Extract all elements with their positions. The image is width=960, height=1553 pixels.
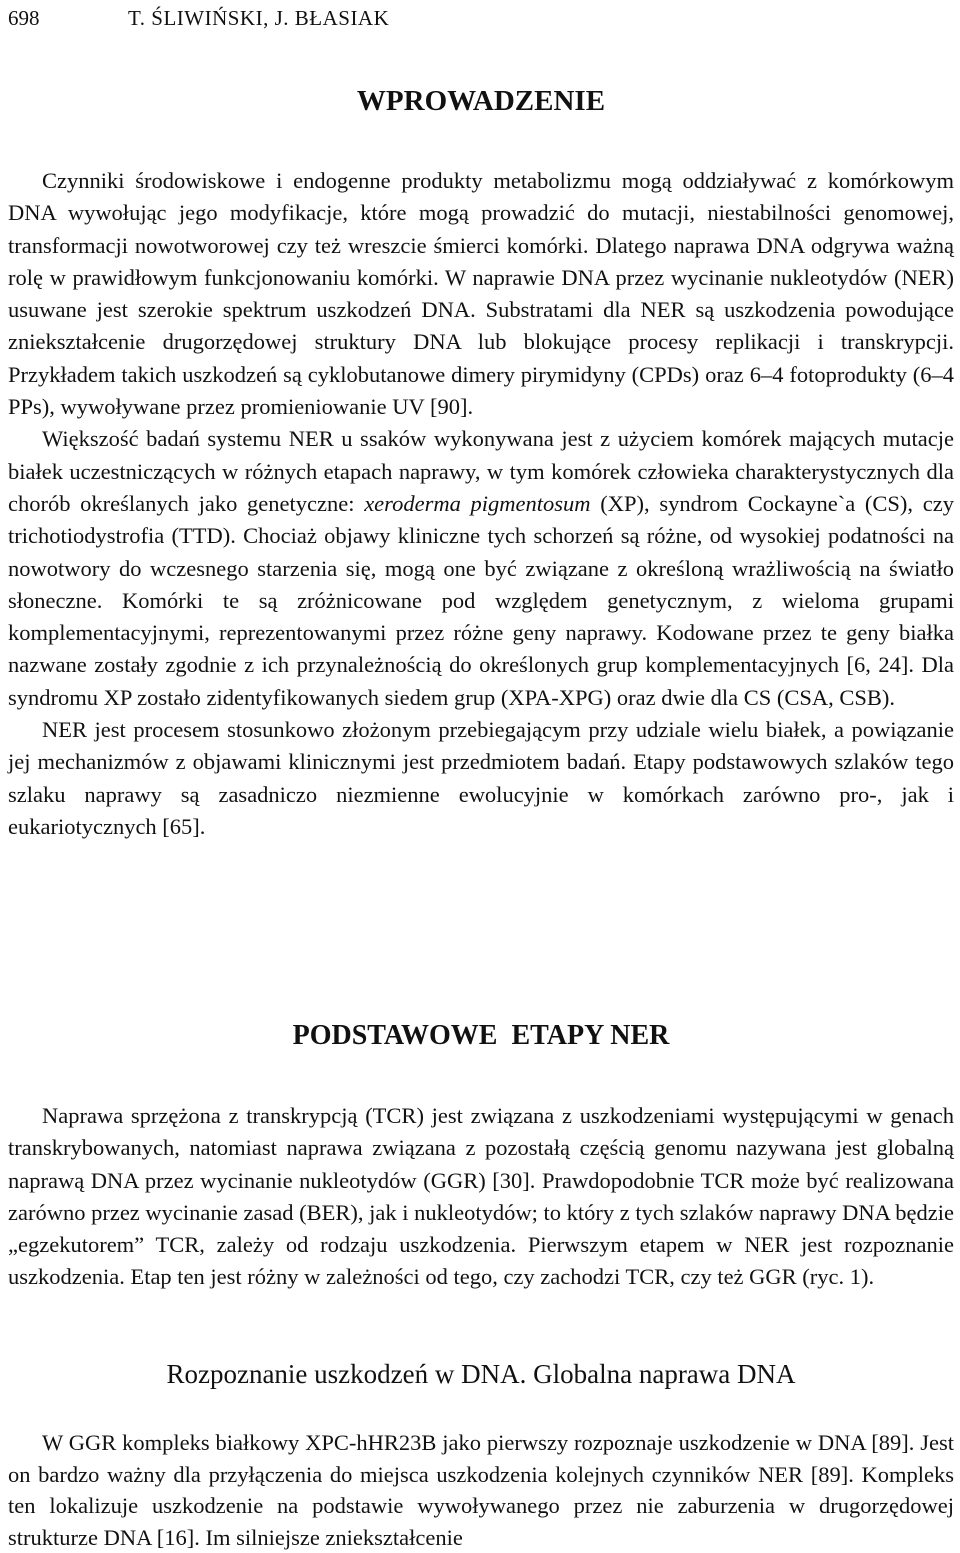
section-title-introduction: WPROWADZENIE xyxy=(356,85,606,117)
introduction-paragraph-2 xyxy=(8,423,954,714)
introduction-paragraph-3: NER jest procesem stosunkowo złożonym przebiegającym przy udziale wielu białek, a powiązanie jej mechanizmów z objawami klinicznymi jest przedmiotem badań. Etapy podstawowych szlaków tego szlaku naprawy są zasadniczo niezmienne ewolucyjnie w komórkach zarówno pro-, jak i eukariotycznych [65]. xyxy=(8,717,954,839)
subsection-title-ggr: Rozpoznanie uszkodzeń w DNA. Globalna naprawa DNA xyxy=(166,1359,796,1389)
page-number: 698 xyxy=(8,6,40,30)
section-title-ner-stages: PODSTAWOWE ETAPY NER xyxy=(292,1020,670,1051)
introduction-paragraph-2-text-a: Większość badań systemu NER u ssaków wykonywana jest z użyciem komórek mających mutacje białek uczestniczących w różnych etapach naprawy, w tym komórek człowieka charakterystycznych dla chorób określanych jako genetyczne: xyxy=(8,426,954,516)
ggr-paragraph-1: W GGR kompleks białkowy XPC-hHR23B jako pierwszy rozpoznaje uszkodzenie w DNA [89]. Jest on bardzo ważny dla przyłączenia do miejsca uszkodzenia kolejnych czynników NER [89]. Kompleks ten lokalizuje uszkodzenie na podstawie wywoływanego przez nie zaburzenia w drugorzędowej strukturze DNA [16]. Im silniejsze zniekształcenie xyxy=(8,1430,954,1550)
ner-stages-paragraph-1: Naprawa sprzężona z transkrypcją (TCR) jest związana z uszkodzeniami występującymi w genach transkrybowanych, natomiast naprawa związana z pozostałą częścią genomu nazywana jest globalną naprawą DNA przez wycinanie nukleotydów (GGR) [30]. Prawdopodobnie TCR może być realizowana zarówno przez wycinanie zasad (BER), jak i nukleotydów; to który z tych szlaków naprawy DNA będzie „egzekutorem” TCR, zależy od rodzaju uszkodzenia. Pierwszym etapem w NER jest rozpoznanie uszkodzenia. Etap ten jest różny w zależności od tego, czy zachodzi TCR, czy też GGR (ryc. 1). xyxy=(8,1103,954,1290)
running-head xyxy=(8,4,954,32)
introduction-body xyxy=(8,165,954,843)
ner-stages-body xyxy=(8,1100,954,1294)
introduction-paragraph-2-text-b: (XP), syndrom Cockayne`a (CS), czy trichotiodystrofia (TTD). Chociaż objawy kliniczne tych schorzeń są różne, od wysokiej podatności na nowotwory do wczesnego starzenia się, mogą one być związane z określoną wrażliwością na światło słoneczne. Komórki te są zróżnicowane pod względem genetycznym, z wieloma grupami komplementacyjnymi, reprezentowanymi przez różne geny naprawy. Kodowane przez te geny białka nazwane zostały zgodnie z ich przynależnością do określonych grup komplementacyjnych [6, 24]. Dla syndromu XP zostało zidentyfikowanych siedem grup (XPA-XPG) oraz dwie dla CS (CSA, CSB). xyxy=(8,490,954,710)
introduction-paragraph-1: Czynniki środowiskowe i endogenne produkty metabolizmu mogą oddziaływać z komórkowym DNA wywołując jego modyfikacje, które mogą prowadzić do mutacji, niestabilności genomowej, transformacji nowotworowej czy też wreszcie śmierci komórki. Dlatego naprawa DNA odgrywa ważną rolę w prawidłowym funkcjonowaniu komórki. W naprawie DNA przez wycinanie nukleotydów (NER) usuwane jest szerokie spektrum uszkodzeń DNA. Substratami dla NER są uszkodzenia powodujące zniekształcenie drugorzędowej struktury DNA lub blokujące procesy replikacji i transkrypcji. Przykładem takich uszkodzeń są cyklobutanowe dimery pirymidyny (CPDs) oraz 6–4 fotoprodukty (6–4 PPs), wywoływane przez promieniowanie UV [90]. xyxy=(8,168,954,420)
running-head-authors: T. ŚLIWIŃSKI, J. BŁASIAK xyxy=(128,6,390,30)
xeroderma-term: xeroderma pigmentosum xyxy=(364,490,591,516)
ggr-body xyxy=(8,1427,954,1553)
